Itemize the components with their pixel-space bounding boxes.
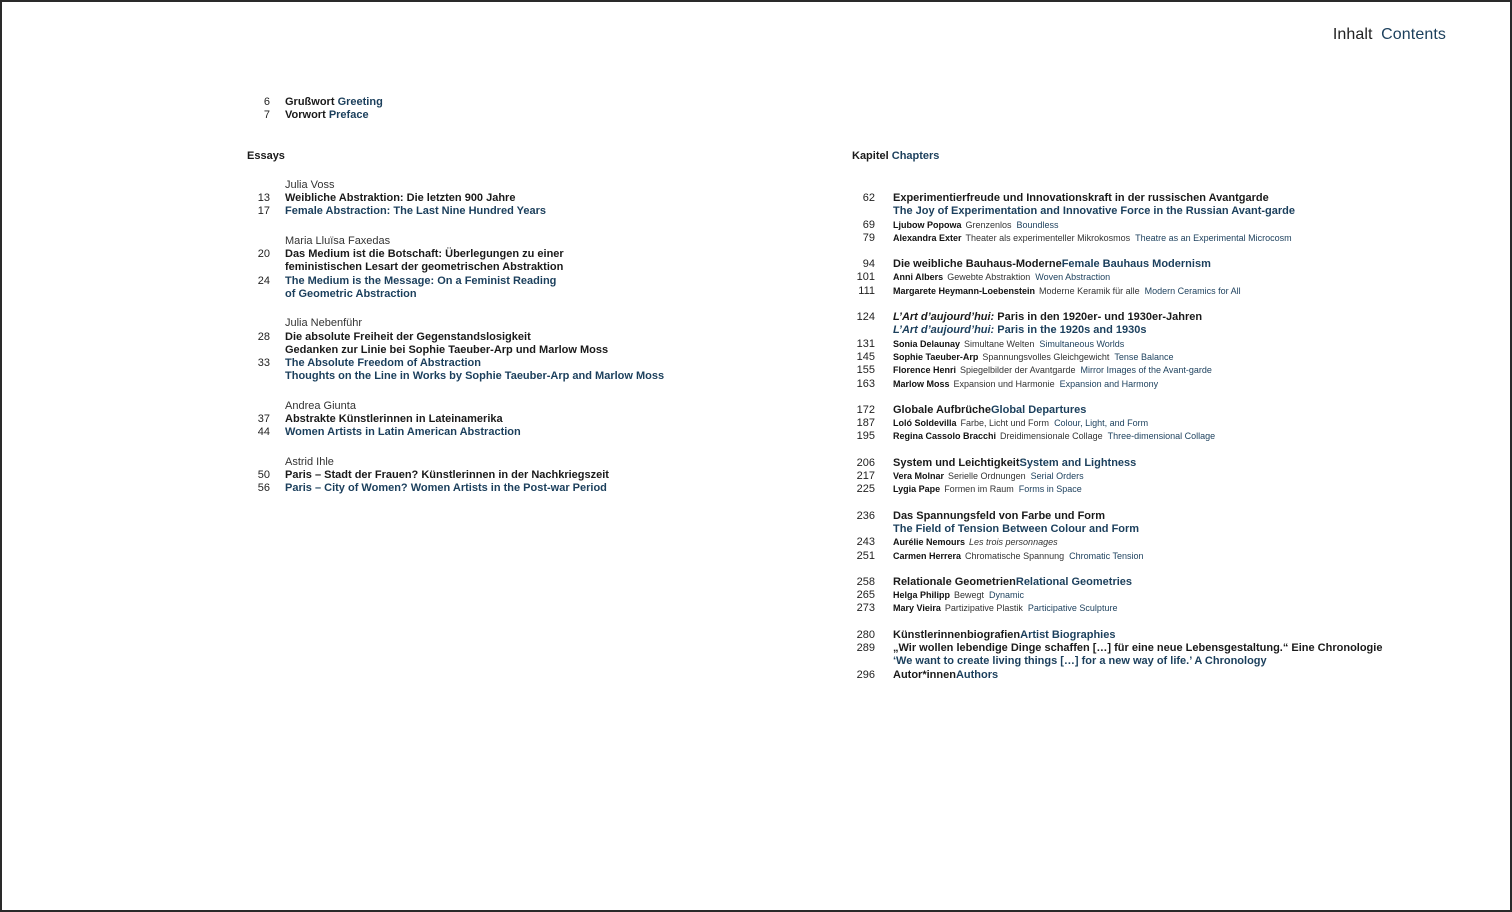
toc-entry[interactable]: 50 Paris – Stadt der Frauen? Künstlerinnen in der Nachkriegszeit: [257, 468, 609, 481]
page-title: [1333, 26, 1446, 44]
chapter-item[interactable]: 273 Mary Vieira Partizipative Plastik Participative Sculpture: [856, 602, 1118, 615]
toc-entry[interactable]: 20 Das Medium ist die Botschaft: Überlegungen zu einer: [257, 248, 564, 261]
toc-entry-continued[interactable]: Gedanken zur Linie bei Sophie Taeuber-Arp und Marlow Moss: [285, 343, 609, 356]
essays-heading: Essays: [247, 149, 285, 162]
chapter-entry[interactable]: 258 Relationale GeometrienRelational Geometries: [856, 575, 1133, 588]
toc-entry[interactable]: 24 The Medium is the Message: On a Feminist Reading: [257, 274, 557, 287]
chapter-item[interactable]: 69 Ljubow Popowa Grenzenlos Boundless: [862, 218, 1059, 231]
toc-entry[interactable]: 44 Women Artists in Latin American Abstraction: [257, 426, 521, 439]
chapter-item[interactable]: 79 Alexandra Exter Theater als experimenteller Mikrokosmos Theatre as an Experimental Microcosm: [862, 231, 1292, 244]
toc-entry-continued[interactable]: Thoughts on the Line in Works by Sophie Taeuber-Arp and Marlow Moss: [285, 370, 665, 383]
chapter-entry-en[interactable]: The Field of Tension Between Colour and Form: [893, 522, 1140, 535]
toc-entry-continued[interactable]: feministischen Lesart der geometrischen Abstraktion: [285, 261, 564, 274]
title-en: Contents: [1381, 26, 1446, 43]
chapters-heading: Kapitel Chapters: [852, 150, 940, 162]
chapter-item[interactable]: 163 Marlow Moss Expansion und Harmonie Expansion and Harmony: [856, 377, 1159, 390]
chapter-entry[interactable]: 62 Experimentierfreude und Innovationskraft in der russischen Avantgarde: [862, 192, 1269, 204]
chapter-item[interactable]: 101 Anni Albers Gewebte Abstraktion Woven Abstraction: [856, 271, 1111, 284]
chapter-entry[interactable]: 236 Das Spannungsfeld von Farbe und Form: [856, 509, 1106, 522]
page-number: 7: [263, 109, 270, 122]
chapter-entry[interactable]: 206 System und LeichtigkeitSystem and Lightness: [856, 456, 1137, 469]
chapter-item[interactable]: 265 Helga Philipp Bewegt Dynamic: [856, 589, 1025, 602]
chapter-entry[interactable]: 289 „Wir wollen lebendige Dinge schaffen […] für eine neue Lebensgestaltung.“ Eine Chronologie: [856, 642, 1383, 655]
title-de: Inhalt: [1332, 26, 1373, 43]
chapter-entry-en[interactable]: L’Art d’aujourd’hui: Paris in the 1920s and 1930s: [893, 324, 1147, 337]
toc-entry[interactable]: 13 Weibliche Abstraktion: Die letzten 900 Jahre: [257, 192, 516, 205]
chapter-item[interactable]: 195 Regina Cassolo Bracchi Dreidimensionale Collage Three-dimensional Collage: [856, 430, 1216, 443]
toc-entry[interactable]: 33 The Absolute Freedom of Abstraction: [257, 357, 481, 370]
chapter-item[interactable]: 225 Lygia Pape Formen im Raum Forms in Space: [856, 483, 1082, 496]
essay-author: Andrea Giunta: [285, 399, 356, 412]
essay-author: Astrid Ihle: [285, 455, 334, 468]
chapter-item[interactable]: 145 Sophie Taeuber-Arp Spannungsvolles Gleichgewicht Tense Balance: [856, 350, 1174, 363]
entry-de: Vorwort: [285, 109, 326, 122]
chapter-entry-en[interactable]: ‘We want to create living things […] for a new way of life.’ A Chronology: [893, 655, 1267, 668]
essay-author: Julia Nebenführ: [285, 317, 363, 330]
entry-en: Greeting: [337, 96, 383, 108]
chapter-entry[interactable]: 172 Globale AufbrücheGlobal Departures: [856, 403, 1087, 416]
toc-entry[interactable]: 28 Die absolute Freiheit der Gegenstandslosigkeit: [257, 330, 531, 343]
toc-entry[interactable]: 37 Abstrakte Künstlerinnen in Lateinamerika: [257, 413, 503, 426]
entry-de: Grußwort: [285, 96, 335, 108]
essay-author: Maria Lluïsa Faxedas: [285, 234, 391, 247]
essays-column: [240, 96, 800, 496]
toc-entry-continued[interactable]: of Geometric Abstraction: [285, 287, 417, 300]
toc-entry[interactable]: 17 Female Abstraction: The Last Nine Hundred Years: [257, 205, 547, 218]
chapter-item[interactable]: 251 Carmen Herrera Chromatische Spannung Chromatic Tension: [856, 549, 1144, 562]
chapter-entry[interactable]: 124 L’Art d’aujourd’hui: Paris in den 1920er- und 1930er-Jahren: [856, 311, 1203, 324]
essay-author: Julia Voss: [285, 178, 335, 191]
chapter-item[interactable]: 243 Aurélie Nemours Les trois personnages: [856, 536, 1058, 549]
toc-entry[interactable]: [240, 96, 800, 109]
chapter-item[interactable]: 111 Margarete Heymann-Loebenstein Moderne Keramik für alle Modern Ceramics for All: [858, 284, 1241, 297]
chapter-item[interactable]: 131 Sonia Delaunay Simultane Welten Simultaneous Worlds: [856, 337, 1125, 350]
chapter-item[interactable]: 217 Vera Molnar Serielle Ordnungen Serial Orders: [856, 470, 1084, 483]
chapter-entry-en[interactable]: The Joy of Experimentation and Innovative Force in the Russian Avant-garde: [893, 205, 1295, 218]
page-number: 6: [263, 96, 270, 108]
toc-entry[interactable]: [240, 109, 800, 122]
chapter-item[interactable]: 155 Florence Henri Spiegelbilder der Avantgarde Mirror Images of the Avant-garde: [856, 364, 1212, 377]
entry-en: Preface: [328, 109, 369, 122]
chapter-entry[interactable]: 94 Die weibliche Bauhaus-ModerneFemale Bauhaus Modernism: [862, 258, 1211, 271]
chapter-item[interactable]: 187 Loló Soldevilla Farbe, Licht und Form Colour, Light, and Form: [856, 417, 1149, 430]
chapters-column: [845, 192, 1465, 682]
chapter-entry[interactable]: 296 Autor*innenAuthors: [856, 668, 999, 681]
chapter-entry[interactable]: 280 KünstlerinnenbiografienArtist Biographies: [856, 628, 1116, 641]
toc-entry[interactable]: 56 Paris – City of Women? Women Artists in the Post-war Period: [257, 482, 607, 495]
